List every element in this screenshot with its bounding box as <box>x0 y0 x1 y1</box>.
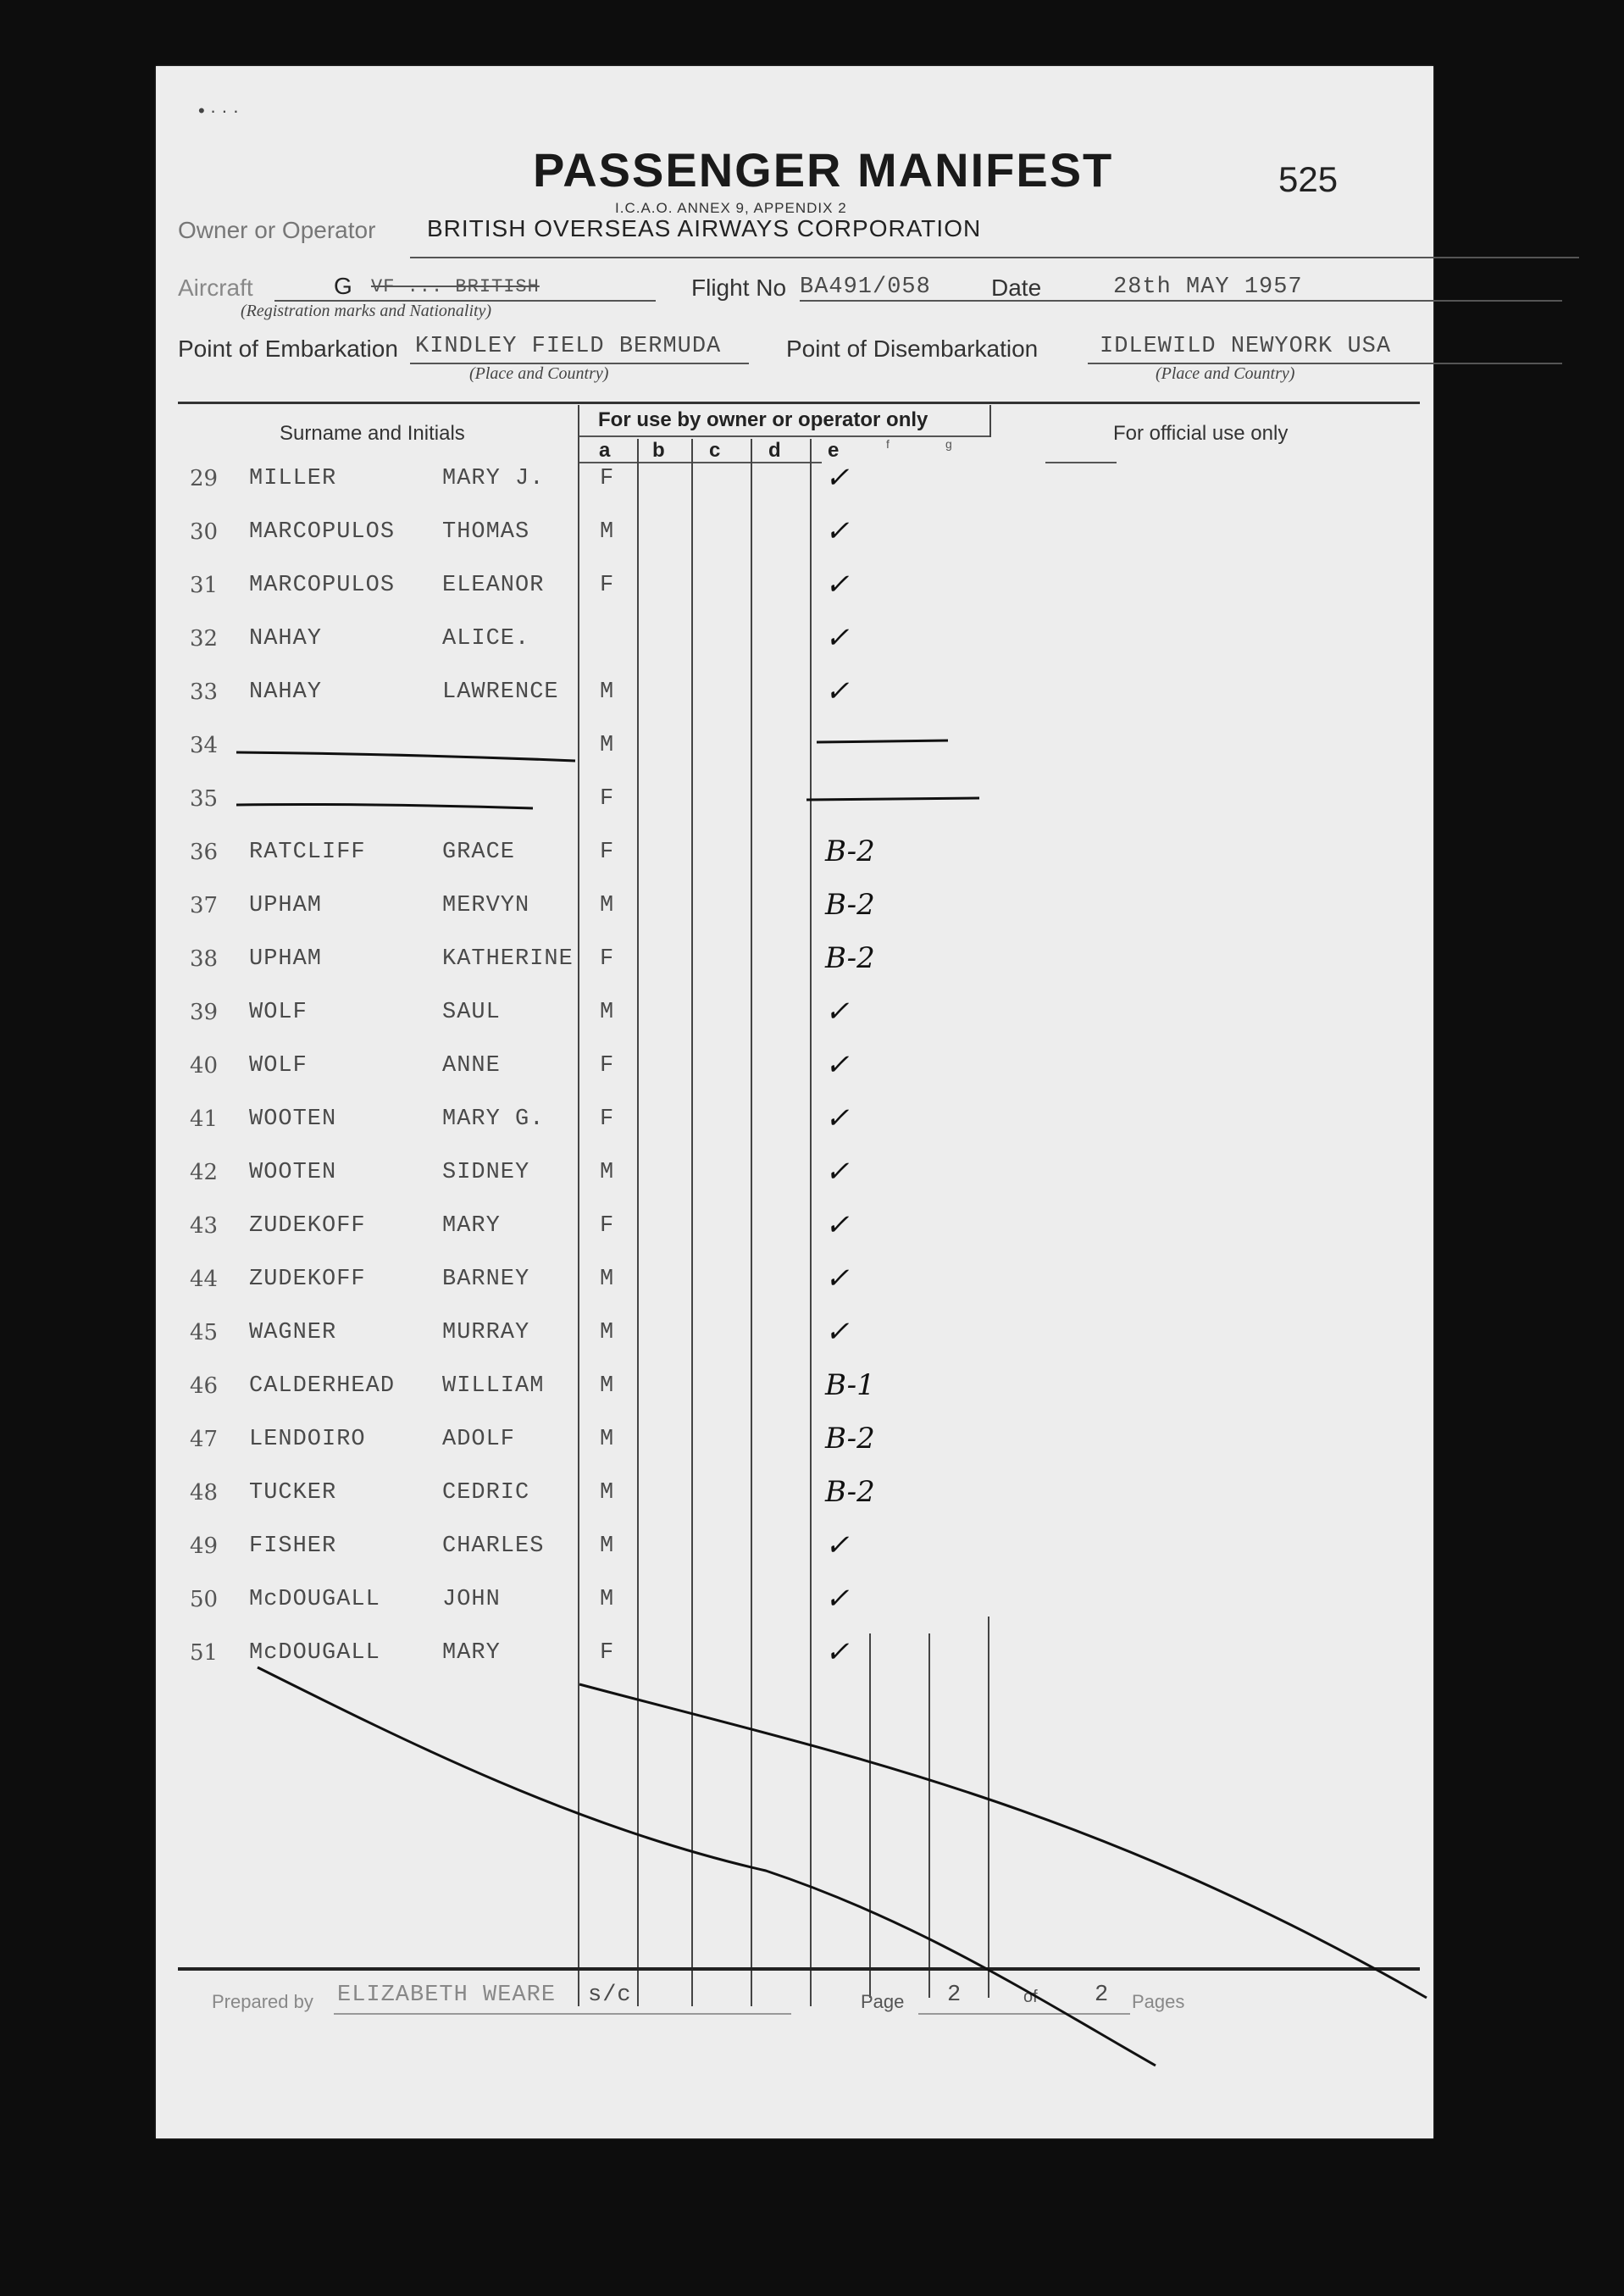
sex-cell: F <box>600 466 615 491</box>
given-name-cell: BARNEY <box>442 1267 530 1292</box>
col-e-mark: ✓ <box>825 1208 850 1242</box>
sex-cell: M <box>600 519 615 545</box>
prepared-underline <box>334 2013 791 2015</box>
col-line-g-left <box>928 1633 930 1998</box>
given-name-cell: MARY J. <box>442 466 545 491</box>
margin-dots: • · · · <box>198 100 240 121</box>
sex-cell: F <box>600 786 615 812</box>
page-stamp-number: 525 <box>1278 159 1339 199</box>
col-e-mark: ✓ <box>825 1315 850 1349</box>
col-e-mark: ✓ <box>825 514 850 548</box>
prepared-suffix: s/c <box>588 1983 632 2008</box>
col-e-mark: B-2 <box>825 1475 875 1509</box>
sex-cell: F <box>600 1213 615 1239</box>
surname-cell: WOLF <box>249 1053 308 1079</box>
col-line-b-left <box>637 439 639 2006</box>
disembarkation-value: IDLEWILD NEWYORK USA <box>1100 334 1392 359</box>
given-name-cell: ALICE. <box>442 626 530 652</box>
given-name-cell: MARY <box>442 1640 501 1666</box>
row-number: 45 <box>190 1320 219 1345</box>
surname-cell: LENDOIRO <box>249 1427 366 1452</box>
surname-header: Surname and Initials <box>280 422 465 445</box>
col-e-mark: ✓ <box>825 1528 850 1562</box>
sex-cell: M <box>600 1000 615 1025</box>
surname-cell: UPHAM <box>249 893 323 918</box>
owner-underline <box>410 257 1579 258</box>
surname-cell: TUCKER <box>249 1480 337 1506</box>
given-name-cell: ANNE <box>442 1053 501 1079</box>
given-name-cell: MARY <box>442 1213 501 1239</box>
sex-cell: F <box>600 1106 615 1132</box>
surname-cell: WOLF <box>249 1000 308 1025</box>
row-number: 47 <box>190 1427 219 1452</box>
row-number: 36 <box>190 840 219 865</box>
sex-cell: F <box>600 1640 615 1666</box>
row-number: 48 <box>190 1480 219 1506</box>
date-value: 28th MAY 1957 <box>1113 275 1303 300</box>
row-number: 43 <box>190 1213 219 1239</box>
sex-cell: F <box>600 946 615 972</box>
owner-label: Owner or Operator <box>178 217 376 243</box>
table-top-rule <box>178 402 1420 404</box>
operator-subheader-rule <box>579 435 991 437</box>
surname-cell: MARCOPULOS <box>249 573 396 598</box>
given-name-cell: SAUL <box>442 1000 501 1025</box>
surname-cell: NAHAY <box>249 679 323 705</box>
col-e-mark: ✓ <box>825 995 850 1029</box>
given-name-cell: WILLIAM <box>442 1373 545 1399</box>
row-number: 49 <box>190 1533 219 1559</box>
row-number: 41 <box>190 1106 219 1132</box>
prepared-label: Prepared by <box>212 1991 313 2012</box>
col-e-mark: ✓ <box>825 1101 850 1135</box>
sex-cell: M <box>600 679 615 705</box>
col-line-e-left <box>810 439 812 2006</box>
col-e-mark: B-2 <box>825 888 875 922</box>
given-name-cell: CEDRIC <box>442 1480 530 1506</box>
aircraft-label: Aircraft <box>178 275 253 301</box>
col-g-header: g <box>945 437 952 451</box>
sex-cell: M <box>600 1480 615 1506</box>
row-number: 51 <box>190 1640 219 1666</box>
row-number: 30 <box>190 519 219 545</box>
col-e-mark: ✓ <box>825 1582 850 1616</box>
surname-cell: McDOUGALL <box>249 1640 380 1666</box>
col-e-mark: ✓ <box>825 621 850 655</box>
row-number: 35 <box>190 786 219 812</box>
of-label: of <box>1023 1988 1038 2006</box>
table-bottom-rule <box>178 1967 1420 1971</box>
sex-cell: F <box>600 573 615 598</box>
operator-box-right <box>989 405 991 437</box>
col-f-header: f <box>886 437 890 451</box>
surname-cell: ZUDEKOFF <box>249 1267 366 1292</box>
surname-cell: CALDERHEAD <box>249 1373 396 1399</box>
col-e-mark: B-2 <box>825 941 875 975</box>
row-number: 31 <box>190 573 219 598</box>
page-label: Page <box>861 1991 905 2012</box>
col-d-header: d <box>768 439 781 462</box>
col-e-mark: ✓ <box>825 674 850 708</box>
page-value: 2 <box>947 1983 962 2008</box>
flight-underline <box>800 300 1122 302</box>
row-number: 44 <box>190 1267 219 1292</box>
flight-value: BA491/058 <box>800 275 931 300</box>
col-e-mark: ✓ <box>825 461 850 495</box>
sex-cell: M <box>600 733 615 758</box>
given-name-cell: LAWRENCE <box>442 679 559 705</box>
sex-cell: M <box>600 1427 615 1452</box>
aircraft-struck-text: VF ... BRITISH <box>371 276 540 297</box>
page-subtitle: I.C.A.O. ANNEX 9, APPENDIX 2 <box>615 200 847 216</box>
page-title: PASSENGER MANIFEST <box>533 143 1114 197</box>
row-number: 40 <box>190 1053 219 1079</box>
given-name-cell: CHARLES <box>442 1533 545 1559</box>
row-number: 46 <box>190 1373 219 1399</box>
embarkation-label: Point of Embarkation <box>178 336 398 362</box>
sex-cell: M <box>600 893 615 918</box>
page-underline <box>918 2013 1130 2015</box>
col-e-mark: ✓ <box>825 1262 850 1295</box>
row-number: 42 <box>190 1160 219 1185</box>
disembarkation-note: (Place and Country) <box>1156 364 1295 383</box>
surname-cell: FISHER <box>249 1533 337 1559</box>
row-number: 29 <box>190 466 219 491</box>
given-name-cell: MERVYN <box>442 893 530 918</box>
sex-cell: M <box>600 1267 615 1292</box>
col-line-c-left <box>691 439 693 2006</box>
surname-cell: McDOUGALL <box>249 1587 380 1612</box>
col-e-mark: B-1 <box>825 1368 875 1402</box>
col-c-header: c <box>709 439 721 462</box>
operator-header: For use by owner or operator only <box>598 408 928 431</box>
surname-cell: NAHAY <box>249 626 323 652</box>
strike-row-34-e <box>817 740 948 742</box>
sex-cell: M <box>600 1533 615 1559</box>
prepared-value: ELIZABETH WEARE <box>337 1983 557 2008</box>
given-name-cell: ADOLF <box>442 1427 516 1452</box>
sex-cell: F <box>600 1053 615 1079</box>
given-name-cell: SIDNEY <box>442 1160 530 1185</box>
aircraft-value: G <box>334 273 352 299</box>
official-short-rule <box>1045 462 1117 463</box>
col-e-mark: B-2 <box>825 1422 875 1456</box>
sex-cell: M <box>600 1373 615 1399</box>
official-header: For official use only <box>1113 422 1289 445</box>
sex-cell: M <box>600 1587 615 1612</box>
row-number: 50 <box>190 1587 219 1612</box>
col-e-mark: ✓ <box>825 568 850 602</box>
flight-label: Flight No <box>691 275 787 301</box>
pages-label: Pages <box>1132 1991 1185 2012</box>
sex-cell: F <box>600 840 615 865</box>
col-e-mark: ✓ <box>825 1635 850 1669</box>
sex-cell: M <box>600 1320 615 1345</box>
col-line-a-left <box>578 405 579 2006</box>
surname-cell: UPHAM <box>249 946 323 972</box>
surname-cell: ZUDEKOFF <box>249 1213 366 1239</box>
surname-cell: RATCLIFF <box>249 840 366 865</box>
embarkation-note: (Place and Country) <box>469 364 609 383</box>
row-number: 33 <box>190 679 219 705</box>
given-name-cell: MARY G. <box>442 1106 545 1132</box>
row-number: 38 <box>190 946 219 972</box>
sex-cell: M <box>600 1160 615 1185</box>
row-number: 34 <box>190 733 219 758</box>
manifest-sheet <box>156 66 1433 2138</box>
col-e-mark: ✓ <box>825 1155 850 1189</box>
row-number: 39 <box>190 1000 219 1025</box>
disembarkation-label: Point of Disembarkation <box>786 336 1039 362</box>
surname-cell: WOOTEN <box>249 1106 337 1132</box>
col-line-g-right <box>988 1617 989 1998</box>
surname-cell: WAGNER <box>249 1320 337 1345</box>
column-letter-rule <box>579 462 822 463</box>
given-name-cell: MURRAY <box>442 1320 530 1345</box>
given-name-cell: KATHERINE <box>442 946 574 972</box>
embarkation-value: KINDLEY FIELD BERMUDA <box>415 334 722 359</box>
row-number: 37 <box>190 893 219 918</box>
owner-value: BRITISH OVERSEAS AIRWAYS CORPORATION <box>427 215 982 241</box>
col-line-f-left <box>869 1633 871 1998</box>
strike-row-35-e <box>806 798 979 800</box>
strike-row-35 <box>236 805 533 809</box>
col-b-header: b <box>652 439 665 462</box>
given-name-cell: GRACE <box>442 840 516 865</box>
cancel-diagonal-2 <box>579 1684 1427 1998</box>
aircraft-note: (Registration marks and Nationality) <box>241 302 492 320</box>
date-underline <box>1088 300 1562 302</box>
surname-cell: MILLER <box>249 466 337 491</box>
date-label: Date <box>991 275 1042 301</box>
surname-cell: WOOTEN <box>249 1160 337 1185</box>
col-a-header: a <box>599 439 611 462</box>
col-e-mark: ✓ <box>825 1048 850 1082</box>
col-e-mark: B-2 <box>825 835 875 868</box>
row-number: 32 <box>190 626 219 652</box>
col-e-header: e <box>828 439 840 462</box>
given-name-cell: THOMAS <box>442 519 530 545</box>
of-value: 2 <box>1095 1983 1110 2008</box>
given-name-cell: JOHN <box>442 1587 501 1612</box>
surname-cell: MARCOPULOS <box>249 519 396 545</box>
given-name-cell: ELEANOR <box>442 573 545 598</box>
strike-row-34 <box>236 752 575 761</box>
col-line-d-left <box>751 439 752 2006</box>
